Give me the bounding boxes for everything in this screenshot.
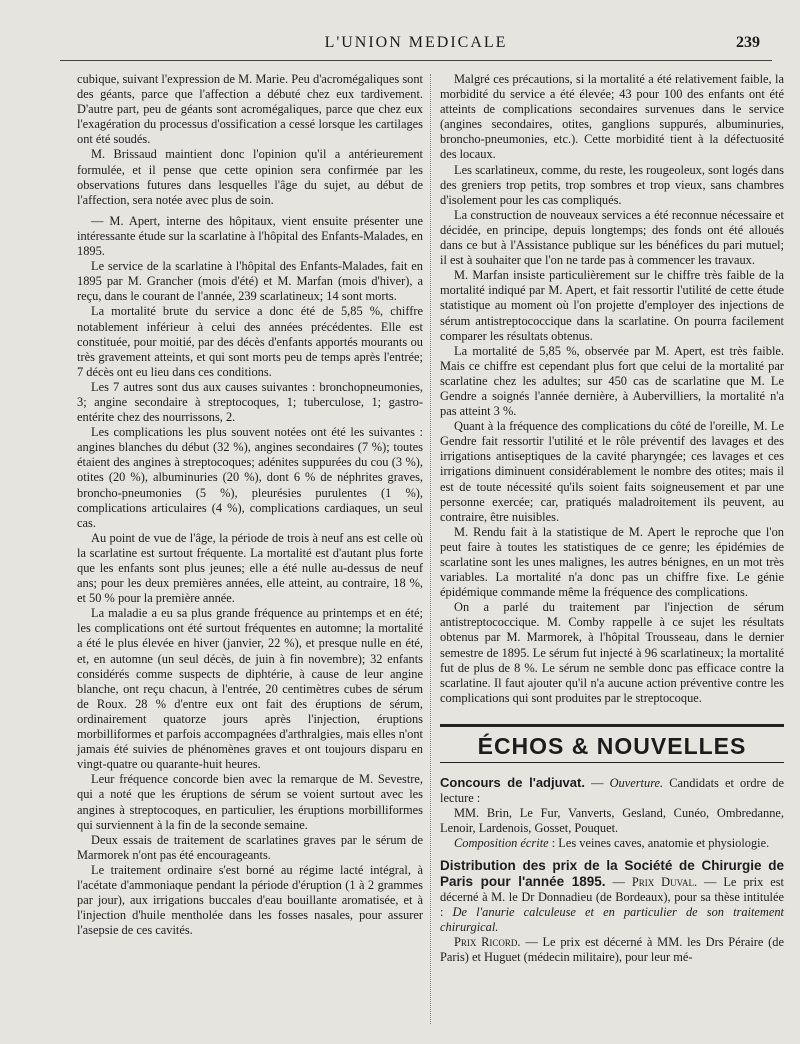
paragraph: Au point de vue de l'âge, la période de trois à neuf ans est celle où la scarlatine est surtout fréquente. La mortalité est d'autant plus forte que les enfants sont plus jeunes; elle a été nulle au-dessus de neuf ans; pour les deux premières années, elle atteint, au contraire, 18 %, et 50 % pour la première année.	[77, 530, 423, 606]
composition-paragraph	[440, 836, 784, 851]
paragraph: Les 7 autres sont dus aux causes suivantes : bronchopneumonies, 3; angine secondaire à streptocoques, 1; tuberculose, 1; gastro-entérite chez des nourrissons, 2.	[77, 379, 423, 425]
paragraph: Leur fréquence concorde bien avec la remarque de M. Sevestre, qui a noté que les éruptions de sérum se voient surtout avec les angines à streptocoques, en particulier, les éruptions morbilliformes qui surviennent à la fin de la seconde semaine.	[77, 772, 423, 832]
paragraph: Les complications les plus souvent notées ont été les suivantes : angines blanches du début (32 %), angines secondaires (7 %); toutes étaient des angines à streptocoques; adénites suppurées du cou (3 %), otites (20 %), albuminuries (20 %), dont 6 % de néphrites graves, broncho-pneumonies (5 %), pleurésies purulentes (1 %), complications articulaires (4 %), complications cardiaques, un seul cas.	[77, 425, 423, 530]
section-heading: ÉCHOS & NOUVELLES	[440, 724, 784, 763]
paragraph: Malgré ces précautions, si la mortalité a été relativement faible, la morbidité du service a été élevée; 43 pour 100 des enfants ont été atteints de complications secondaires survenues dans le service (angines secondaires, otites, ganglions suppurés, albuminuries, broncho-pneumonies, etc.). Cette morbidité tient à la défectuosité des locaux.	[440, 72, 784, 162]
paragraph: M. Brissaud maintient donc l'opinion qu'il a antérieurement formulée, et il pense que cette opinion sera confirmée par les observations futures dans lesquelles l'âge du sujet, au début de l'affection, sera notée avec plus de soin.	[77, 147, 423, 207]
paragraph: La mortalité brute du service a donc été de 5,85 %, chiffre notablement inférieur à celui des années précédentes. Elle est constituée, pour moitié, par des décès d'enfants apportés mourants ou très gravement atteints, et qui sont morts peu de temps après l'entrée; 7 décès ont eu lieu dans ces conditions.	[77, 304, 423, 379]
prix-lead: Distribution des prix de la Société de Chirurgie de Paris pour l'année 1895.	[440, 857, 784, 889]
ouverture-label: Ouverture.	[609, 776, 664, 791]
concours-lead: Concours de l'adjuvat.	[440, 775, 585, 791]
left-column	[77, 72, 423, 938]
prix-duval-title: De l'anurie calculeuse et en particulier de son traitement chirurgical.	[440, 904, 784, 934]
page-number: 239	[736, 34, 760, 51]
composition-label: Composition écrite	[454, 836, 549, 851]
candidate-names: MM. Brin, Le Fur, Vanverts, Gesland, Cunéo, Ombredanne, Lenoir, Lardenois, Gosset, Pouquet.	[440, 806, 784, 836]
paragraph: cubique, suivant l'expression de M. Marie. Peu d'acromégaliques sont des géants, parce que l'affection a débuté chez eux tardivement. D'autre part, peu de géants sont acromégaliques, parce que chez eux l'exagération du processus d'ossification a cessé lorsque les cartilages ont été soudés.	[77, 72, 423, 147]
paragraph: Deux essais de traitement de scarlatines graves par le sérum de Marmorek n'ont pas été encourageants.	[77, 832, 423, 862]
paragraph: — M. Apert, interne des hôpitaux, vient ensuite présenter une intéressante étude sur la scarlatine à l'hôpital des Enfants-Malades, en 1895.	[77, 213, 423, 259]
column-divider	[430, 74, 431, 1024]
paragraph: M. Marfan insiste particulièrement sur le chiffre très faible de la mortalité indiqué par M. Apert, et fait ressortir l'utilité de cette étude statistique au moment où l'on projette d'employer des injections de sérum antistreptococcique dans la scarlatine. On pourra facilement comparer les résultats obtenus.	[440, 268, 784, 343]
prix-duval-text: — Le prix est décerné à M. le Dr Donnadieu (de Bordeaux), pour sa thèse intitulée :	[440, 874, 785, 919]
paragraph: La construction de nouveaux services a été reconnue nécessaire et décidée, en principe, depuis longtemps; des fonds ont été alloués dans ce but à l'Assistance publique sur les bénéfices du pari mutuel; il est à souhaiter que l'on ne tarde pas à commencer les travaux.	[440, 207, 784, 268]
paragraph: Quant à la fréquence des complications du côté de l'oreille, M. Le Gendre fait ressortir l'utilité et le rôle préventif des lavages et des irrigations antiseptiques de la cavité pharyngée; ces lavages et ces irrigations diminuent considérablement le nombre des otites; mais il est de toute nécessité qu'ils soient faits soigneusement et par une personne exercée; car, pratiqués maladroitement ils peuvent, au contraire, être nuisibles.	[440, 419, 784, 524]
paragraph: La maladie a eu sa plus grande fréquence au printemps et en été; les complications ont été surtout fréquentes en automne; la mortalité a été le plus élevée en hiver (janvier, 22 %), et presque nulle en été, et, en automne (un seul décès, de juin à fin novembre); 32 enfants considérés comme suspects de diphtérie, à cause de leur angine blanche, ont reçu chacun, à l'entrée, 20 centimètres cubes de sérum de Roux. 28 % d'entre eux ont fait des éruptions de sérum, ordinairement quatorze jours après l'injection, éruptions morbilliformes et parfois accompagnées d'arthralgies, mais elles n'ont jamais été suivies de phénomènes graves et ont toujours disparu en vingt-quatre ou quarante-huit heures.	[77, 606, 423, 772]
paragraph: Les scarlatineux, comme, du reste, les rougeoleux, sont logés dans des greniers trop petits, trop sombres et trop vieux, sans chambres d'isolement pour les cas compliqués.	[440, 162, 784, 207]
paragraph: M. Rendu fait à la statistique de M. Apert le reproche que l'on peut faire à toutes les statistiques de ce genre; les épidémies de scarlatine sont les unes malignes, les autres bénignes, en un mot très variables. La mortalité n'a donc pas un chiffre fixe. Le génie épidémique commande même la fréquence des complications.	[440, 524, 784, 600]
prix-duval-label: Prix Duval.	[631, 874, 698, 889]
paragraph: Le traitement ordinaire s'est borné au régime lacté intégral, à l'acétate d'ammoniaque pendant la période d'éruption (1 à 2 grammes par jour), aux irrigations buccales d'eau bouillante aromatisée, et à l'injection d'huile mentholée dans les fosses nasales, pour assurer l'asepsie de ces cavités.	[77, 862, 423, 938]
running-head	[60, 30, 772, 61]
concours-paragraph	[440, 775, 784, 806]
composition-text: : Les veines caves, anatomie et physiologie.	[548, 836, 770, 851]
ricord-paragraph	[440, 935, 784, 965]
paragraph: La mortalité de 5,85 %, observée par M. Apert, est très faible. Mais ce chiffre est cependant plus fort que celui de la mortalité par scarlatine chez les adultes; sur 450 cas de scarlatine que M. Le Gendre a soignés l'année dernière, à Aubervilliers, la mortalité n'a pas atteint 3 %.	[440, 343, 784, 419]
prix-ricord-text: — Le prix est décerné à MM. les Drs Péraire (de Paris) et Huguet (médecin militaire), pour leur mé-	[440, 934, 784, 965]
paragraph: Le service de la scarlatine à l'hôpital des Enfants-Malades, fait en 1895 par M. Grancher (mois d'été) et M. Marfan (mois d'hiver), a reçu, dans le courant de l'année, 239 scarlatineux; 14 sont morts.	[77, 259, 423, 304]
journal-title: L'UNION MEDICALE	[324, 34, 508, 51]
prix-ricord-label: Prix Ricord.	[454, 934, 521, 949]
dash: —	[584, 776, 610, 791]
prix-paragraph: Distribution des prix de la Société de Chirurgie de Paris pour l'année 1895. — Prix Duval. — Le prix est décerné à M. le Dr Donnadieu (de Bordeaux), pour sa thèse intitulée : De l'anurie calculeuse et en particulier de son traitement chirurgical.	[440, 857, 785, 934]
concours-rest: Candidats et ordre de lecture :	[440, 776, 784, 806]
right-column	[440, 72, 784, 965]
paragraph: On a parlé du traitement par l'injection de sérum antistreptococcique. M. Comby rappelle à ce sujet les résultats obtenus par M. Marmorek, à l'hôpital Trousseau, dans le dernier semestre de 1895. Le sérum fut injecté à 96 scarlatineux; la mortalité fut de plus de 8 %. Le sérum ne semble donc pas efficace contre la scarlatine. Il faut ajouter qu'il n'a aucune action préventive contre les complications qui sont produites par le streptocoque.	[440, 600, 784, 705]
